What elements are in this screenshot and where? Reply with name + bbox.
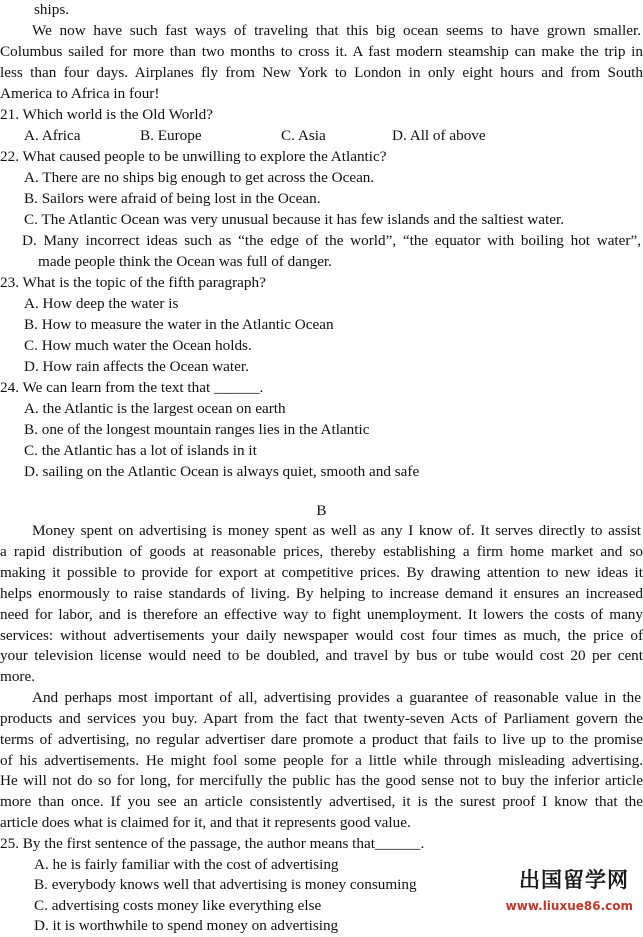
- paragraph-line: making it possible to provide for export at competitive prices. By drawing attention to new ideas it: [0, 564, 643, 581]
- question-option: C. Asia: [281, 127, 326, 144]
- paragraph-line: helps enormously to raise standards of living. By helping to increase demand it ensures an increased: [0, 585, 643, 602]
- question-option: D. sailing on the Atlantic Ocean is always quiet, smooth and safe: [24, 463, 420, 480]
- watermark-logo: [499, 870, 639, 916]
- paragraph-line: a rapid distribution of goods at reasonable prices, thereby establishing a firm home market and so: [0, 543, 643, 560]
- paragraph-line: your television license would need to be doubled, and travel by bus or tube would cost 20 per cent: [0, 647, 643, 664]
- question-option: D. it is worthwhile to spend money on advertising: [34, 917, 339, 934]
- question-option: A. Africa: [24, 127, 81, 144]
- passage-line: America to Africa in four!: [0, 85, 160, 102]
- question-stem: 25. By the first sentence of the passage, the author means that______.: [0, 835, 425, 852]
- paragraph-line: services: without advertisements your daily newspaper would cost four times as much, the price of: [0, 627, 643, 644]
- passage-line: less than four days. Airplanes fly from New York to London in only eight hours and from South: [0, 64, 643, 81]
- paragraph-line: more.: [0, 668, 36, 685]
- passage-line: Columbus sailed for more than two months to cross it. A fast modern steamship can make the trip in: [0, 43, 643, 60]
- paragraph-line: article does what is claimed for it, and that it represents good value.: [0, 814, 411, 831]
- paragraph-line: products and services you buy. Apart from the fact that twenty-seven Acts of Parliament govern the: [0, 710, 643, 727]
- paragraph-line: Money spent on advertising is money spent as well as any I know of. It serves directly to assist: [32, 522, 641, 539]
- question-option: A. he is fairly familiar with the cost of advertising: [34, 856, 339, 873]
- question-option: D. How rain affects the Ocean water.: [24, 358, 249, 375]
- watermark-title: 出国留学网: [519, 868, 629, 892]
- paragraph-line: of his advertisements. He might fool some people for a little while through misleading advertising.: [0, 752, 643, 769]
- question-option: made people think the Ocean was full of danger.: [38, 253, 332, 270]
- question-option: C. The Atlantic Ocean was very unusual because it has few islands and the saltiest water.: [24, 211, 564, 228]
- question-option: B. everybody knows well that advertising is money consuming: [34, 876, 417, 893]
- question-option: A. the Atlantic is the largest ocean on earth: [24, 400, 286, 417]
- watermark-url: www.liuxue86.com: [505, 899, 633, 913]
- question-option: A. There are no ships big enough to get across the Ocean.: [24, 169, 375, 186]
- question-option: D. All of above: [392, 127, 486, 144]
- passage-line: We now have such fast ways of traveling that this big ocean seems to have grown smaller.: [32, 22, 641, 39]
- question-stem: 22. What caused people to be unwilling to explore the Atlantic?: [0, 148, 387, 165]
- question-stem: 24. We can learn from the text that ______.: [0, 379, 264, 396]
- paragraph-line: And perhaps most important of all, advertising provides a guarantee of reasonable value in the: [32, 689, 641, 706]
- paragraph-line: He will not do so for long, for mercifully the public has the good sense not to buy the inferior article: [0, 772, 643, 789]
- question-stem: 21. Which world is the Old World?: [0, 106, 213, 123]
- question-option: B. one of the longest mountain ranges lies in the Atlantic: [24, 421, 370, 438]
- question-option: C. advertising costs money like everything else: [34, 897, 322, 914]
- paragraph-line: need for labor, and is therefore an effective way to fight unemployment. It lowers the costs of many: [0, 606, 643, 623]
- passage-line: ships.: [34, 1, 70, 18]
- paragraph-line: terms of advertising, no regular advertiser dare promote a product that fails to live up to the promise: [0, 731, 643, 748]
- paragraph-line: more than once. If you see an article consistently advertised, it is the surest proof I know that the: [0, 793, 643, 810]
- question-option: B. Europe: [140, 127, 202, 144]
- question-option: A. How deep the water is: [24, 295, 179, 312]
- question-option: C. the Atlantic has a lot of islands in it: [24, 442, 257, 459]
- question-option: B. How to measure the water in the Atlantic Ocean: [24, 316, 334, 333]
- question-option: B. Sailors were afraid of being lost in the Ocean.: [24, 190, 321, 207]
- section-heading: B: [316, 502, 327, 519]
- question-option: D. Many incorrect ideas such as “the edge of the world”, “the equator with boiling hot water”,: [22, 232, 641, 249]
- question-stem: 23. What is the topic of the fifth paragraph?: [0, 274, 266, 291]
- question-option: C. How much water the Ocean holds.: [24, 337, 252, 354]
